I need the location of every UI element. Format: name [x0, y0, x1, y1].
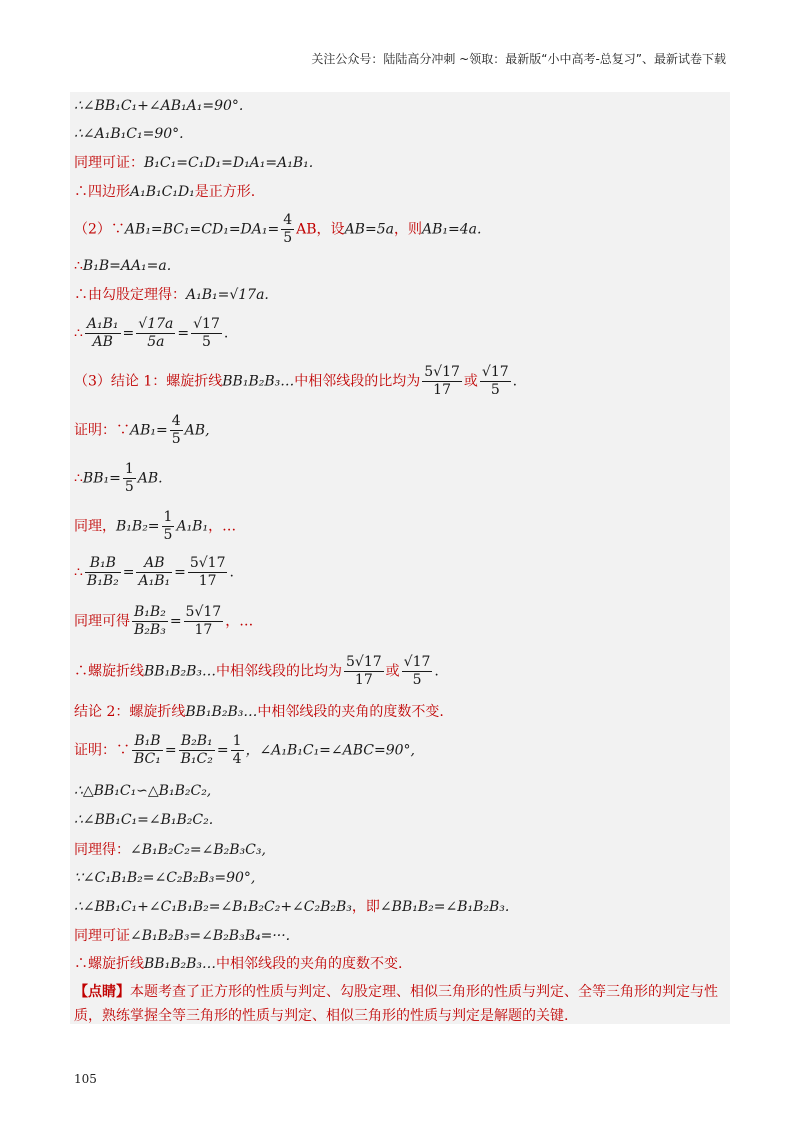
fraction-t2: $\frac{√17}{5}$ [403, 654, 431, 688]
fraction-u1: $\frac{\text{B₁B}}{\text{BC₁}}$ [134, 733, 161, 767]
fraction-ratio-3: $\frac{√17}{5}$ [193, 316, 220, 350]
line-22: ∴∠BB₁C₁+∠C₁B₁B₂=∠B₁B₂C₂+∠C₂B₂B₃，即∠BB₁B₂=∠B₁B₂B₃. [74, 899, 510, 915]
fraction-ratio-2: $\frac{√17a}{5a}$ [138, 316, 174, 350]
line-3: 同理可证：B₁C₁=C₁D₁=D₁A₁=A₁B₁. [74, 155, 314, 171]
line-6: ∴B₁B=AA₁=a. [74, 258, 172, 274]
line-18: ∴△BB₁C₁∽△B₁B₂C₂, [74, 783, 212, 799]
fraction-1-5: $\frac{1}{5}$ [124, 461, 134, 495]
fraction-u2: $\frac{\text{B₂B₁}}{\text{B₁C₂}}$ [180, 733, 213, 767]
note-label: 【点睛】 [74, 984, 130, 1000]
note-text: 本题考查了正方形的性质与判定、勾股定理、相似三角形的性质与判定、全等三角形的判定与性质，熟练掌握全等三角形的性质与判定、相似三角形的性质与判定是解题的关键. [74, 984, 718, 1024]
fraction-sqrt17-5: $\frac{√17}{5}$ [481, 364, 509, 398]
line-12: 同理，B₁B₂= $\frac{1}{5}$ A₁B₁，… [74, 509, 237, 543]
key-point-note [74, 980, 726, 1028]
fraction-q2: $\frac{AB}{\text{A₁B₁}}$ [138, 555, 171, 589]
line-19: ∴∠BB₁C₁=∠B₁B₂C₂. [74, 812, 214, 828]
line-1: ∴∠BB₁C₁+∠AB₁A₁=90°. [74, 98, 244, 114]
line-10: 证明：∵AB₁= $\frac{4}{5}$ AB, [74, 413, 210, 447]
line-5: （2）∵AB₁=BC₁=CD₁=DA₁= $\frac{4}{5}$ AB，设AB=5a，则AB₁=4a. [74, 212, 482, 246]
line-21: ∵∠C₁B₁B₂=∠C₂B₂B₃=90°, [74, 870, 256, 886]
fraction-4-5-b: $\frac{4}{5}$ [171, 413, 181, 447]
line-20: 同理得：∠B₁B₂C₂=∠B₂B₃C₃, [74, 842, 266, 858]
fraction-1-5-b: $\frac{1}{5}$ [163, 509, 173, 543]
fraction-q3: $\frac{5√17}{17}$ [189, 555, 226, 589]
line-7: ∴由勾股定理得：A₁B₁=√17a. [74, 287, 269, 303]
page-header: 关注公众号：陆陆高分冲刺 ~领取：最新版“小中高考-总复习”、最新试卷下载 [311, 52, 726, 66]
fraction-t1: $\frac{5√17}{17}$ [346, 654, 382, 688]
line-4: ∴四边形A₁B₁C₁D₁是正方形. [74, 184, 256, 200]
fraction-4-5: $\frac{4}{5}$ [283, 212, 293, 246]
fraction-s1: $\frac{\text{B₁B₂}}{\text{B₂B₃}}$ [134, 604, 166, 638]
line-15: ∴螺旋折线BB₁B₂B₃…中相邻线段的比均为 $\frac{5√17}{17}$ 或 $\frac{√17}{5}$ . [74, 654, 439, 688]
fraction-s2: $\frac{5√17}{17}$ [185, 604, 222, 638]
fraction-5sqrt17-17: $\frac{5√17}{17}$ [424, 364, 460, 398]
line-16: 结论 2：螺旋折线BB₁B₂B₃…中相邻线段的夹角的度数不变. [74, 704, 444, 720]
line-13: ∴ $\frac{\text{B₁B}}{\text{B₁B₂}}$ = $\frac{AB}{\text{A₁B₁}}$ = $\frac{5√17}{17}$ . [74, 555, 234, 589]
page-number: 105 [74, 1072, 97, 1086]
line-14: 同理可得 $\frac{\text{B₁B₂}}{\text{B₂B₃}}$ = $\frac{5√17}{17}$ ，… [74, 604, 254, 638]
line-17: 证明：∵ $\frac{\text{B₁B}}{\text{BC₁}}$ = $\frac{\text{B₂B₁}}{\text{B₁C₂}}$ = $\frac{1}{4}$ ，∠A₁B₁C₁=∠ABC=90°, [74, 733, 416, 767]
fraction-ratio-1: $\frac{\text{A₁B₁}}{AB}$ [86, 316, 119, 350]
line-24: ∴螺旋折线BB₁B₂B₃…中相邻线段的夹角的度数不变. [74, 956, 403, 972]
fraction-q1: $\frac{\text{B₁B}}{\text{B₁B₂}}$ [86, 555, 119, 589]
fraction-u3: $\frac{1}{4}$ [232, 733, 242, 767]
line-9: （3）结论 1：螺旋折线BB₁B₂B₃…中相邻线段的比均为 $\frac{5√17}{17}$ 或 $\frac{√17}{5}$ . [74, 364, 518, 398]
line-23: 同理可证∠B₁B₂B₃=∠B₂B₃B₄=···. [74, 928, 291, 944]
line-11: ∴BB₁= $\frac{1}{5}$ AB. [74, 461, 163, 495]
line-2: ∴∠A₁B₁C₁=90°. [74, 126, 184, 142]
line-8: ∴ $\frac{\text{A₁B₁}}{AB}$ = $\frac{√17a}{5a}$ = $\frac{√17}{5}$ . [74, 316, 229, 350]
